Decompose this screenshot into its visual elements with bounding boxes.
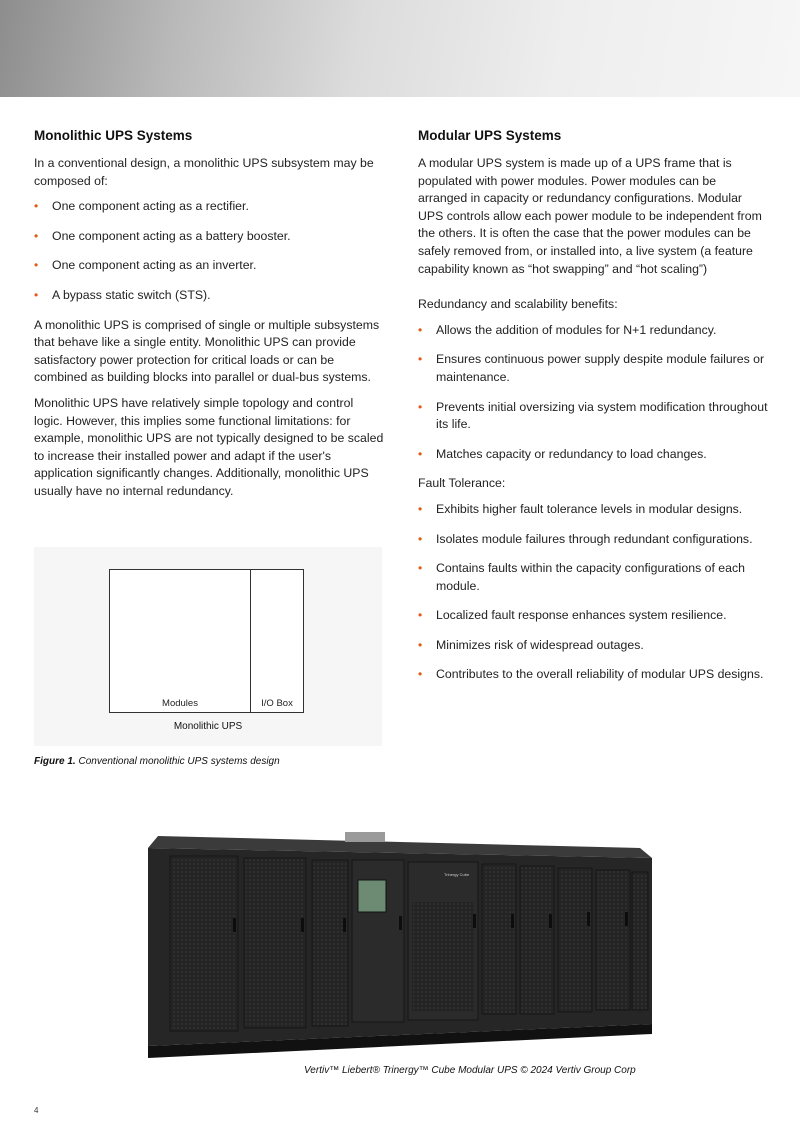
monolithic-paragraph-1: A monolithic UPS is comprised of single or multiple subsystems that behave like a single entity. Monolithic UPS can provide satisfactory power protection for critical loads or can be combined as building blocks into parallel or dual-bus systems.	[34, 317, 380, 385]
ups-cabinet-photo	[140, 818, 660, 1058]
modular-heading: Modular UPS Systems	[418, 128, 562, 143]
fault-list	[418, 501, 768, 684]
monolithic-paragraph-2: Monolithic UPS have relatively simple topology and control logic. However, this implies some functional limitations: for example, monolithic UPS are not typically designed to be scaled to increase their installed power and adapt if the user's application significantly changes. Additionally, monolithic UPS usually have no internal redundancy.	[34, 395, 384, 498]
bullet-icon: •	[418, 561, 423, 576]
list-item: • One component acting as a battery booster.	[34, 228, 384, 246]
bullet-icon: •	[418, 501, 423, 516]
list-item: • One component acting as a rectifier.	[34, 198, 384, 216]
list-item: • One component acting as an inverter.	[34, 257, 384, 275]
page-number: 4	[34, 1106, 39, 1115]
brand-label: Trinergy Cube	[444, 872, 470, 877]
list-item: • Localized fault response enhances system resilience.	[418, 607, 768, 625]
bullet-icon: •	[418, 399, 423, 414]
bullet-icon: •	[34, 199, 39, 214]
monolithic-heading: Monolithic UPS Systems	[34, 128, 193, 143]
list-item: • Prevents initial oversizing via system modification throughout its life.	[418, 399, 768, 432]
diagram-divider	[250, 570, 251, 712]
bullet-icon: •	[34, 228, 39, 243]
list-item: • Allows the addition of modules for N+1 redundancy.	[418, 322, 768, 340]
list-item: • Minimizes risk of widespread outages.	[418, 637, 768, 655]
header-banner	[0, 0, 800, 97]
benefits-list	[418, 322, 768, 464]
list-item: • Exhibits higher fault tolerance levels in modular designs.	[418, 501, 768, 519]
ups-block-diagram	[109, 569, 304, 713]
list-item: • Contributes to the overall reliability of modular UPS designs.	[418, 666, 768, 684]
modular-intro: A modular UPS system is made up of a UPS frame that is populated with power modules. Power modules can be arranged in capacity or redundancy configurations. Modular UPS controls allow each power module to be independent from the others. It is often the case that the power modules can be safely removed from, or installed into, a live system (a feature capability known as “hot swapping” and “hot scaling”)	[418, 156, 762, 276]
benefits-title: Redundancy and scalability benefits:	[418, 297, 618, 312]
modules-label: Modules	[162, 698, 198, 709]
list-item: • Contains faults within the capacity configurations of each module.	[418, 561, 745, 593]
bullet-icon: •	[418, 608, 423, 623]
bullet-icon: •	[418, 352, 423, 367]
bullet-icon: •	[418, 446, 423, 461]
fault-title: Fault Tolerance:	[418, 476, 506, 491]
monolithic-ups-figure	[34, 547, 382, 746]
io-box-label: I/O Box	[261, 698, 293, 709]
bullet-icon: •	[418, 531, 423, 546]
list-item: • Isolates module failures through redundant configurations.	[418, 531, 768, 549]
component-list	[34, 198, 384, 304]
list-item: • A bypass static switch (STS).	[34, 287, 384, 305]
monolithic-intro: In a conventional design, a monolithic UPS subsystem may be composed of:	[34, 156, 374, 188]
bullet-icon: •	[418, 322, 423, 337]
display-screen	[358, 880, 386, 912]
right-column	[418, 128, 768, 696]
figure-caption: Figure 1. Conventional monolithic UPS systems design	[34, 756, 280, 767]
bullet-icon: •	[418, 637, 423, 652]
bullet-icon: •	[418, 667, 423, 682]
figure-title: Monolithic UPS	[173, 721, 243, 732]
photo-caption: Vertiv™ Liebert® Trinergy™ Cube Modular UPS © 2024 Vertiv Group Corp	[304, 1065, 636, 1076]
bullet-icon: •	[34, 287, 39, 302]
list-item: • Ensures continuous power supply despite module failures or maintenance.	[418, 352, 765, 384]
bullet-icon: •	[34, 258, 39, 273]
list-item: • Matches capacity or redundancy to load changes.	[418, 446, 768, 464]
left-column	[34, 128, 384, 509]
